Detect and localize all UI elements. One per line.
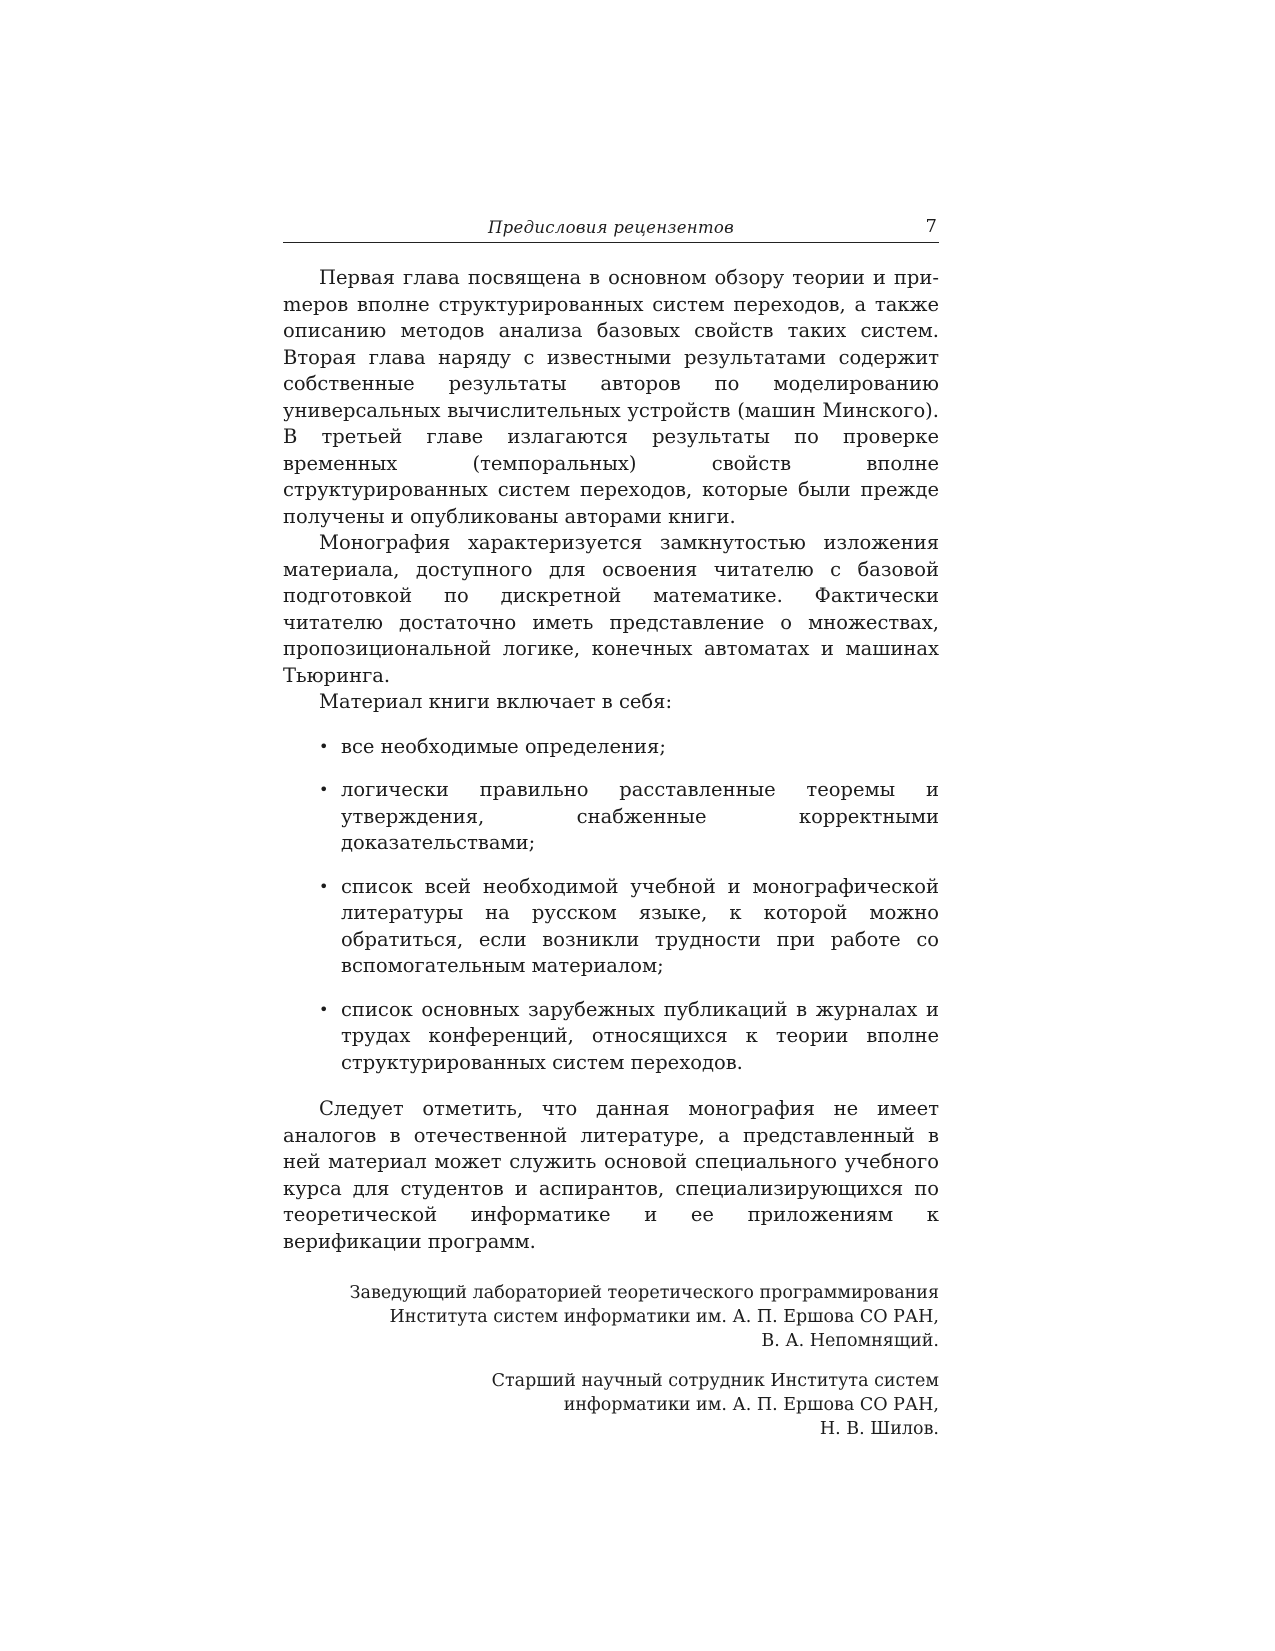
signature-affiliation: Института систем информатики им. А. П. Ершова СО РАН, — [389, 1307, 939, 1327]
paragraph: Монография характеризуется замкнутостью изложения материала, доступного для освоения читателю с базовой подготовкой по дискретной математике. Фактически читателю достаточно иметь представление о множествах, пропозициональной логике, конечных автоматах и машинах Тьюринга. — [283, 531, 939, 687]
signature-position: Старший научный сотрудник Института систем — [491, 1371, 939, 1391]
list-item-text: все необходимые определения; — [341, 734, 666, 758]
list-item — [283, 874, 939, 980]
signature-block-shilov — [283, 1369, 939, 1441]
bullet-icon: • — [319, 780, 329, 799]
signature-affiliation: информатики им. А. П. Ершова СО РАН, — [563, 1395, 939, 1415]
signature-block-nepomnyashchiy — [283, 1281, 939, 1353]
list-item — [283, 777, 939, 857]
book-page — [283, 214, 939, 1457]
paragraph: Первая глава посвящена в основном обзору теории и приmеров вполне структурированных систем переходов, а также описанию методов анализа базовых свойств таких систем. Вторая глава наряду с известными результатами содержит собственные результаты авторов по моделированию универсальных вычислительных устройств (машин Минского). В третьей главе излагаются результаты по проверке временных (темпоральных) свойств вполне структурированных систем переходов, которые были прежде получены и опубликованы авторами книги. — [283, 266, 939, 528]
signature-name: В. А. Непомнящий. — [761, 1331, 939, 1351]
paragraph: Материал книги включает в себя: — [319, 690, 673, 713]
signatures — [283, 1281, 939, 1441]
closing-paragraph: Следует отметить, что данная монография не имеет аналогов в отечественной литературе, а представленный в ней материал может служить основой специального учебного курса для студентов и аспирантов, специализирующихся по теоретической информатике и ее приложениям к верификации программ. — [283, 1097, 939, 1253]
bullet-icon: • — [319, 876, 329, 896]
signature-position: Заведующий лабораторией теоретического программирования — [349, 1283, 939, 1303]
list-item-text: логически правильно расставленные теоремы и утверждения, снабженные корректными доказательствами; — [341, 778, 939, 854]
running-title: Предисловия рецензентов — [487, 218, 735, 237]
bullet-icon: • — [319, 736, 329, 756]
page-number: 7 — [925, 216, 937, 237]
list-item — [283, 997, 939, 1077]
list-item — [283, 734, 939, 761]
signature-name: Н. В. Шилов. — [819, 1419, 939, 1439]
list-item-text: список всей необходимой учебной и монографической литературы на русском языке, к которой можно обратиться, если возникли трудности при работе со вспомогательным материалом; — [341, 874, 939, 977]
running-head — [283, 214, 939, 243]
bullet-icon: • — [319, 999, 329, 1019]
bullet-list — [283, 734, 939, 1077]
body-text — [283, 265, 939, 1255]
list-item-text: список основных зарубежных публикаций в журналах и трудах конференций, относящихся к теории вполне структурированных систем переходов. — [341, 997, 939, 1074]
